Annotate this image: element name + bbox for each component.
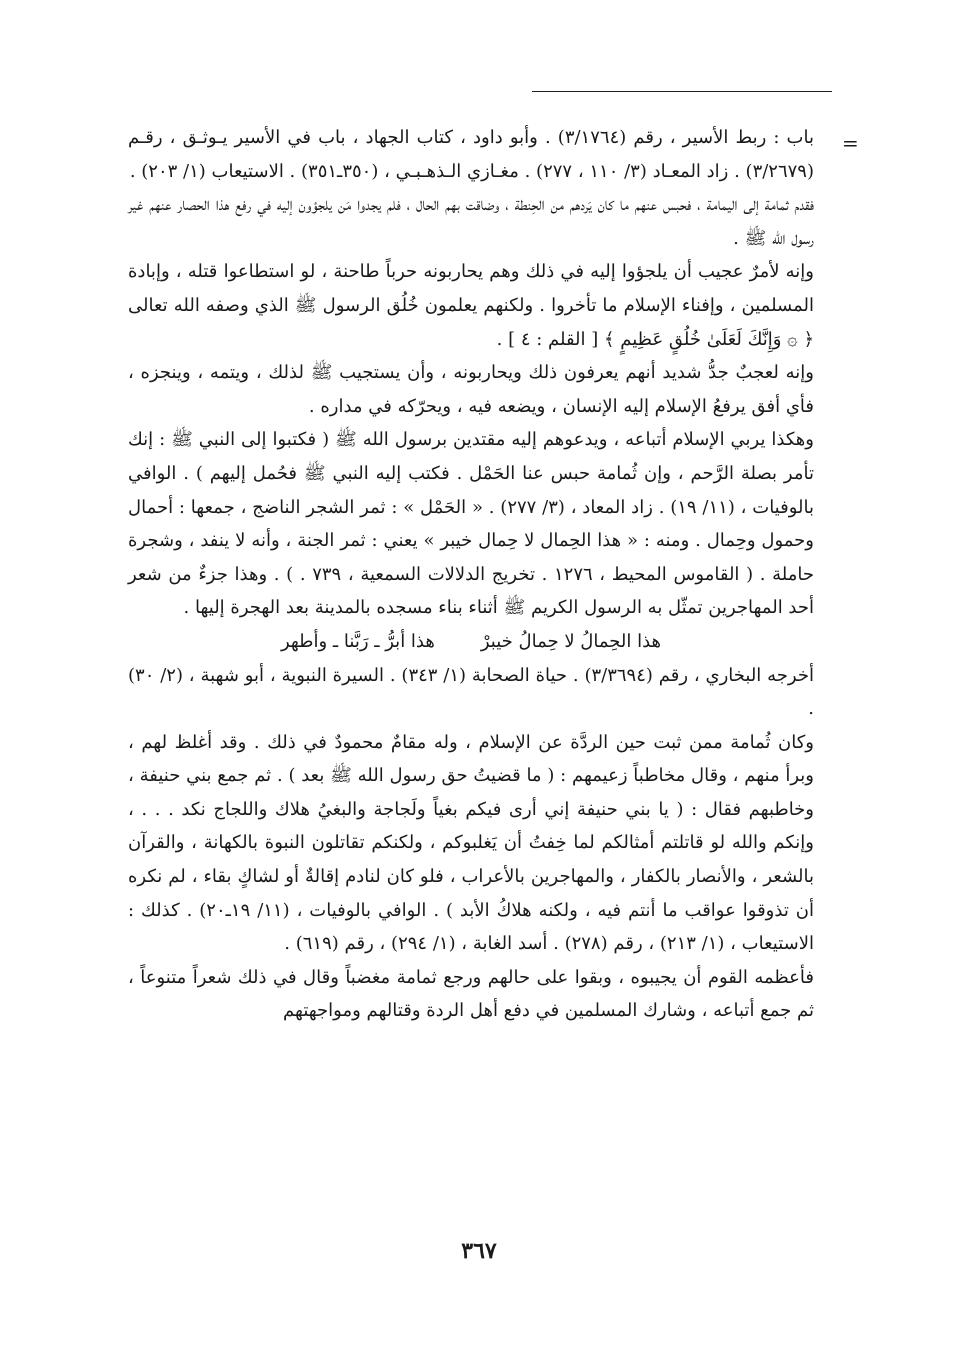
paragraph-4: وإنه لعجبٌ جدُّ شديد أنهم يعرفون ذلك ويحاربونه ، وأن يستجيب ﷺ لذلك ، ويتمه ، وينجزه ، فأي أفق يرفعُ الإسلام إليه الإنسان ، ويضعه فيه ، ويحرّكه في مداره . [128, 362, 814, 417]
page-body [128, 121, 814, 1028]
verse-second-hemistich: هذا أبرُّ ـ رَبَّنا ـ وأطهر [280, 630, 435, 652]
poetry-verse [128, 625, 814, 659]
paragraph-3: وإنه لأمرٌ عجيب أن يلجؤوا إليه في ذلك وهم يحاربونه حرباً طاحنة ، لو استطاعوا قتله ، وإبادة المسلمين ، وإفناء الإسلام ما تأخروا . ولكنهم يعلمون خُلُق الرسول ﷺ الذي وصفه الله تعالى ﴿ ۞ وَإِنَّكَ لَعَلَىٰ خُلُقٍ عَظِيمٍ ﴾ [ القلم : ٤ ] . [128, 261, 814, 350]
page-number: ٣٦٧ [461, 1238, 497, 1264]
paragraph-6: أخرجه البخاري ، رقم (٣/٣٦٩٤) . حياة الصحابة (١/ ٣٤٣) . السيرة النبوية ، أبو شهبة ، (٢/ ٣٠) . [128, 664, 814, 720]
paragraph-5: وهكذا يربي الإسلام أتباعه ، ويدعوهم إليه مقتدين برسول الله ﷺ ( فكتبوا إلى النبي ﷺ : إنك تأمر بصلة الرَّحم ، وإن ثُمامة حبس عنا الحَمْل . فكتب إليه النبي ﷺ فحُمل إليهم ) . الوافي بالوفيات ، (١١/ ١٩) . زاد المعاد ، (٣/ ٢٧٧) . « الحَمْل » : ثمر الشجر الناضج ، جمعها : أحمال وحمول وحِمال . ومنه : « هذا الحِمال لا حِمال خيبر » يعني : ثمر الجنة ، وأنه لا ينفد ، وشجرة حاملة . ( القاموس المحيط ، ١٢٧٦ . تخريج الدلالات السمعية ، ٧٣٩ . ) . وهذا جزءٌ من شعر أحد المهاجرين تمثّل به الرسول الكريم ﷺ أثناء بناء مسجده بالمدينة بعد الهجرة إليها . [128, 429, 814, 619]
paragraph-2: فقدم ثمامة إلى اليمامة ، فحبس عنهم ما كان يَردهم من الحِنطة ، وضاقت بهم الحال ، فلم يجدوا مَن يلجؤون إليه في رفع هذا الحصار عنهم غير رسول الله ﷺ . [128, 194, 815, 249]
footnote-separator-rule [532, 91, 832, 92]
continuation-marker: = [842, 131, 859, 155]
paragraph-8: فأعظمه القوم أن يجيبوه ، وبقوا على حالهم ورجع ثمامة مغضباً وقال في ذلك شعراً متنوعاً ، ثم جمع أتباعه ، وشارك المسلمين في دفع أهل الردة وقتالهم ومواجهتهم [128, 966, 814, 1022]
paragraph-1: باب : ربط الأسير ، رقم (٣/١٧٦٤) . وأبو داود ، كتاب الجهاد ، باب في الأسير يـوثـق ، رقـم (٣/٢٦٧٩) . زاد المعـاد (٣/ ١١٠ ، ٢٧٧) . مغـازي الـذهـبـي ، (٣٥٠ـ٣٥١) . الاستيعاب (١/ ٢٠٣) . [128, 127, 814, 182]
verse-first-hemistich: هذا الحِمالُ لا حِمالُ خيبرْ [480, 630, 662, 652]
paragraph-7: وكان ثُمامة ممن ثبت حين الردَّة عن الإسلام ، وله مقامٌ محمودٌ في ذلك . وقد أغلظ لهم ، وبرأ منهم ، وقال مخاطباً زعيمهم : ( ما قضيتُ حق رسول الله ﷺ بعد ) . ثم جمع بني حنيفة ، وخاطبهم فقال : ( يا بني حنيفة إني أرى فيكم بغياً ولَجاجة والبغيُ هلاك واللجاج نكد . . . ، وإنكم والله لو قاتلتم أمثالكم لما خِفتُ أن يَغلبوكم ، ولكنكم تقاتلون النبوة بالكهانة ، والقرآن بالشعر ، والأنصار بالكفار ، والمهاجرين بالأعراب ، فلو كان لنادم إقالةٌ أو لشاكٍ بقاء ، لم نكره أن تذوقوا عواقب ما أنتم فيه ، ولكنه هلاكُ الأبد ) . الوافي بالوفيات ، (١١/ ١٩ـ٢٠) . كذلك : الاستيعاب ، (١/ ٢١٣) ، رقم (٢٧٨) . أسد الغابة ، (١/ ٢٩٤) ، رقم (٦١٩) . [128, 731, 814, 955]
